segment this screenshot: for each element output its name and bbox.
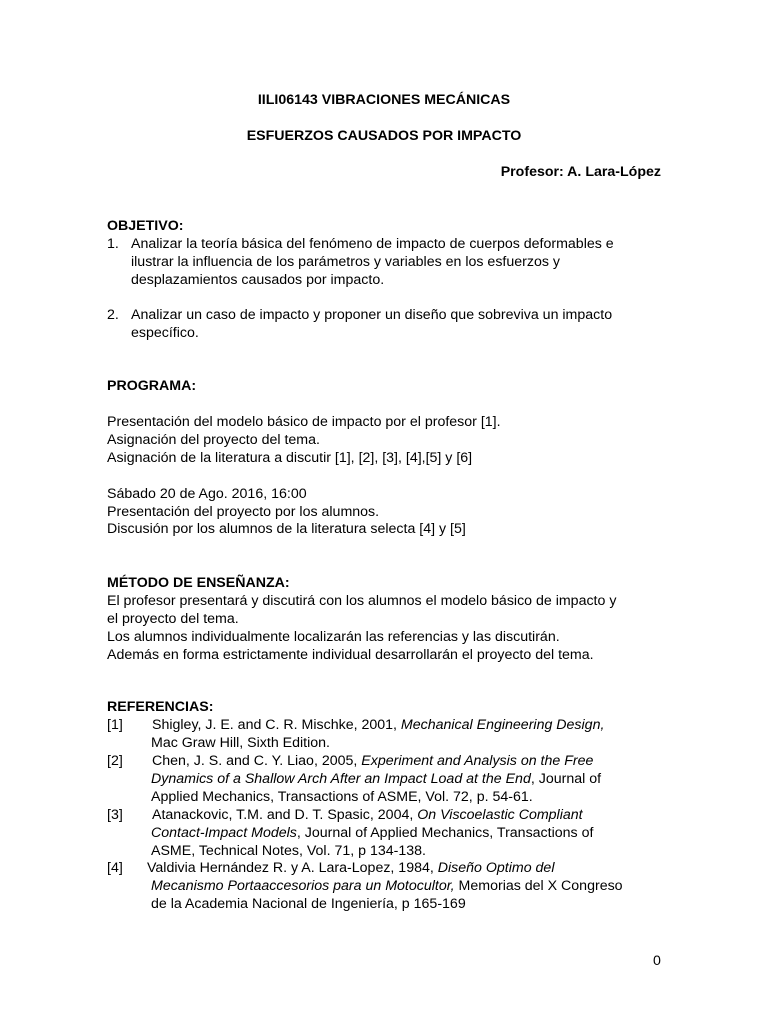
- reference-number: [4]: [107, 860, 123, 876]
- method-line: El profesor presentará y discutirá con los alumnos el modelo básico de impacto y: [107, 593, 617, 609]
- reference-number: [1]: [107, 717, 123, 733]
- program-line: Discusión por los alumnos de la literatura selecta [4] y [5]: [107, 521, 466, 537]
- objective-heading: OBJETIVO:: [107, 218, 184, 234]
- reference-line: ASME, Technical Notes, Vol. 71, p 134-138.: [151, 843, 426, 859]
- document-title: ESFUERZOS CAUSADOS POR IMPACTO: [246, 128, 522, 144]
- program-line: Presentación del proyecto por los alumnos.: [107, 504, 380, 520]
- course-title: IILI06143 VIBRACIONES MECÁNICAS: [257, 92, 511, 108]
- reference-line: Valdivia Hernández R. y A. Lara-Lopez, 1984, Diseño Optimo del: [147, 860, 555, 876]
- method-line: el proyecto del tema.: [107, 611, 239, 627]
- objective-item-number: 2.: [107, 307, 119, 323]
- references-heading: REFERENCIAS:: [107, 699, 214, 715]
- program-line: Presentación del modelo básico de impacto por el profesor [1].: [107, 414, 501, 430]
- program-line: Asignación del proyecto del tema.: [107, 432, 320, 448]
- reference-line: Shigley, J. E. and C. R. Mischke, 2001, Mechanical Engineering Design,: [152, 717, 605, 733]
- objective-item-line: Analizar un caso de impacto y proponer un diseño que sobreviva un impacto: [131, 307, 613, 323]
- reference-number: [2]: [107, 753, 123, 769]
- page-number: 0: [653, 953, 661, 969]
- program-heading: PROGRAMA:: [107, 378, 197, 394]
- reference-line: Dynamics of a Shallow Arch After an Impact Load at the End, Journal of: [151, 771, 602, 787]
- method-line: Además en forma estrictamente individual desarrollarán el proyecto del tema.: [107, 647, 594, 663]
- objective-item-line: Analizar la teoría básica del fenómeno de impacto de cuerpos deformables e: [131, 236, 614, 252]
- reference-number: [3]: [107, 807, 123, 823]
- reference-line: Atanackovic, T.M. and D. T. Spasic, 2004, On Viscoelastic Compliant: [152, 807, 583, 823]
- reference-line: de la Academia Nacional de Ingeniería, p 165-169: [151, 896, 466, 912]
- program-date: Sábado 20 de Ago. 2016, 16:00: [107, 486, 307, 502]
- reference-line: Mecanismo Portaaccesorios para un Motocultor, Memorias del X Congreso: [151, 878, 623, 894]
- reference-line: Mac Graw Hill, Sixth Edition.: [151, 735, 330, 751]
- objective-item-line: desplazamientos causados por impacto.: [131, 272, 385, 288]
- method-heading: MÉTODO DE ENSEÑANZA:: [107, 575, 290, 591]
- reference-line: Contact-Impact Models, Journal of Applied Mechanics, Transactions of: [151, 825, 594, 841]
- method-line: Los alumnos individualmente localizarán las referencias y las discutirán.: [107, 629, 560, 645]
- program-line: Asignación de la literatura a discutir [1], [2], [3], [4],[5] y [6]: [107, 450, 473, 466]
- objective-item-line: ilustrar la influencia de los parámetros y variables en los esfuerzos y: [131, 254, 560, 270]
- objective-item-line: específico.: [131, 325, 199, 341]
- reference-line: Applied Mechanics, Transactions of ASME, Vol. 72, p. 54-61.: [151, 789, 533, 805]
- professor-name: Profesor: A. Lara-López: [500, 164, 661, 180]
- reference-line: Chen, J. S. and C. Y. Liao, 2005, Experiment and Analysis on the Free: [152, 753, 594, 769]
- objective-item-number: 1.: [107, 236, 119, 252]
